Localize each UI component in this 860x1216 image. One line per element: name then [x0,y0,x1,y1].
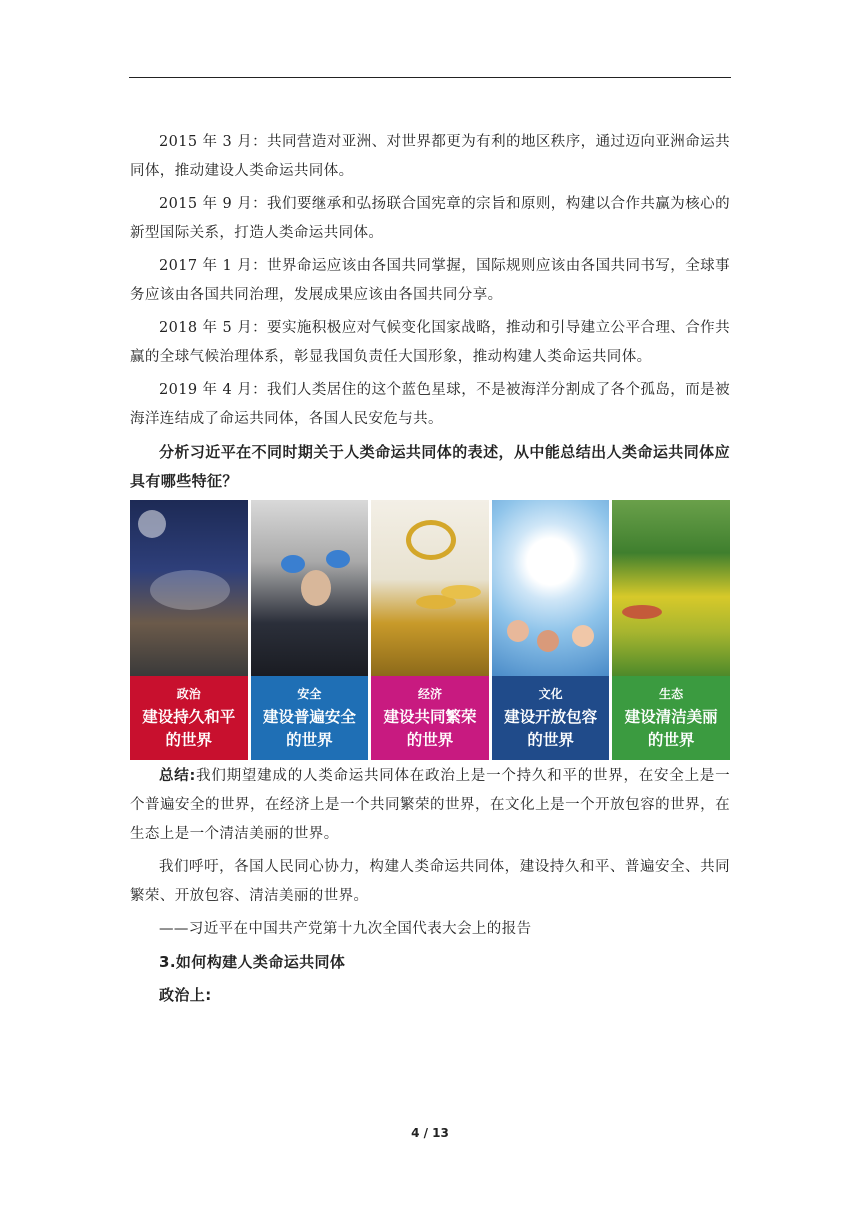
caption-line-2: 的世界 [647,731,695,749]
summary-paragraph [130,762,730,849]
category-label: 经济 [417,687,442,701]
caption-line-1: 建设持久和平 [142,708,236,726]
caption-line-2: 的世界 [286,731,333,749]
caption-line-1: 建设开放包容 [504,708,598,726]
paragraph-2019-april: 2019 年 4 月：我们人类居住的这个蓝色星球，不是被海洋分割成了各个孤岛，而是被海洋连结成了命运共同体，各国人民安危与共。 [130,382,730,427]
caption-line-1: 建设普遍安全 [262,708,356,726]
category-label: 文化 [538,687,563,701]
fields-photo [612,500,730,676]
peacekeepers-photo [251,500,369,676]
panel-politics [130,500,248,760]
category-label: 生态 [659,687,684,701]
caption-security [251,676,369,760]
subheading-politics: 政治上: [159,986,212,1004]
category-label: 安全 [297,687,322,701]
document-body [130,128,730,1014]
summary-label: 总结: [159,768,196,784]
caption-economy [371,676,489,760]
panel-security [251,500,369,760]
caption-ecology [612,676,730,760]
paragraph-2015-september: 2015 年 9 月：我们要继承和弘扬联合国宪章的宗旨和原则，构建以合作共赢为核心的新型国际关系，打造人类命运共同体。 [130,196,730,241]
paragraph-2018-may: 2018 年 5 月：要实施积极应对气候变化国家战略，推动和引导建立公平合理、合作共赢的全球气候治理体系，彰显我国负责任大国形象，推动构建人类命运共同体。 [130,320,730,365]
summit-photo [130,500,248,676]
quote-source: ——习近平在中国共产党第十九次全国代表大会上的报告 [159,921,532,937]
summary-text: 我们期望建成的人类命运共同体在政治上是一个持久和平的世界，在安全上是一个普遍安全的世界，在经济上是一个共同繁荣的世界，在文化上是一个开放包容的世界，在生态上是一个清洁美丽的世界。 [130,768,731,842]
quote-paragraph: 我们呼吁，各国人民同心协力，构建人类命运共同体，建设持久和平、普遍安全、共同繁荣、开放包容、清洁美丽的世界。 [130,859,730,904]
caption-line-1: 建设共同繁荣 [383,708,477,726]
section-heading: 3.如何构建人类命运共同体 [159,953,346,971]
panel-culture [492,500,610,760]
children-circle-photo [492,500,610,676]
header-rule [129,77,731,78]
five-pillars-image [130,500,730,760]
caption-line-1: 建设清洁美丽 [624,708,718,726]
caption-culture [492,676,610,760]
paragraph-2017-january: 2017 年 1 月：世界命运应该由各国共同掌握，国际规则应该由各国共同书写，全球事务应该由各国共同治理，发展成果应该由各国共同分享。 [130,258,730,303]
question: 分析习近平在不同时期关于人类命运共同体的表述，从中能总结出人类命运共同体应具有哪些特征？ [130,443,730,490]
panel-ecology [612,500,730,760]
page-number: 4 / 13 [411,1126,449,1140]
caption-line-2: 的世界 [527,731,574,749]
caption-line-2: 的世界 [406,731,454,749]
panel-economy [371,500,489,760]
caption-line-2: 的世界 [165,731,213,749]
gold-coins-photo [371,500,489,676]
category-label: 政治 [176,687,201,701]
paragraph-2015-march: 2015 年 3 月：共同营造对亚洲、对世界都更为有利的地区秩序，通过迈向亚洲命运共同体，推动建设人类命运共同体。 [130,134,730,179]
caption-politics [130,676,248,760]
